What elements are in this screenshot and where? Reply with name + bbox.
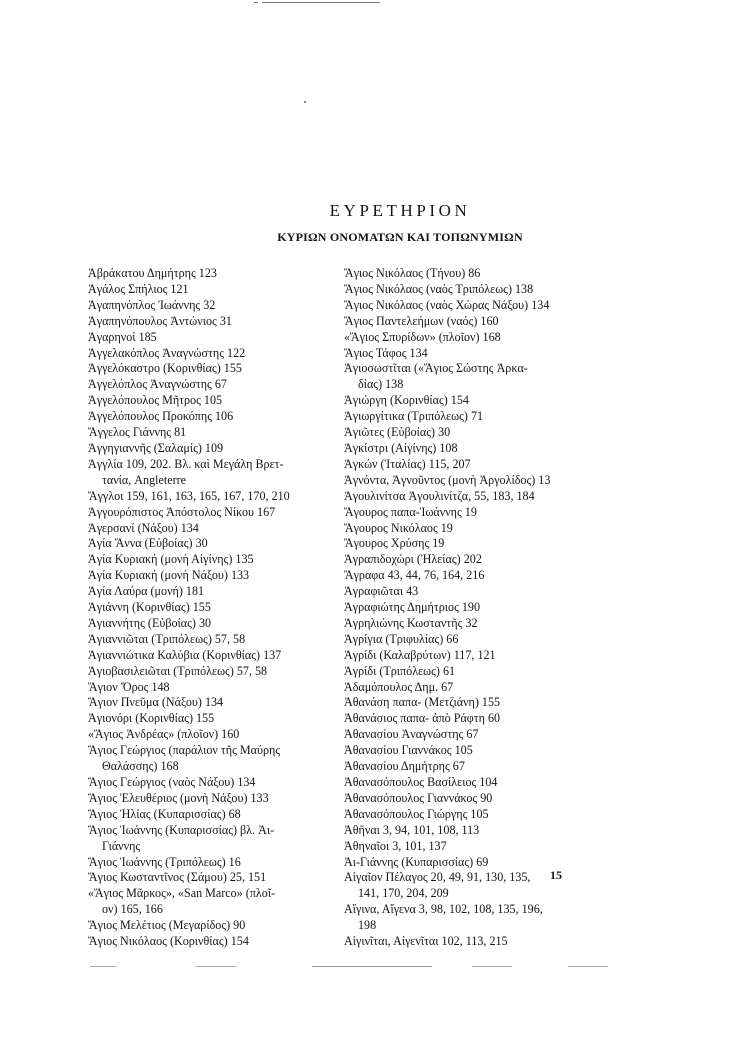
index-entry: Ἅγιος Νικόλαος (ναὸς Τριπόλεως) 138: [344, 281, 534, 296]
index-entry: Ἀθανασίου Δημήτρης 67: [344, 759, 465, 774]
index-entry: Ἀθηναῖοι 3, 101, 137: [344, 838, 447, 853]
index-entry-continuation: τανία, Angleterre: [102, 472, 187, 487]
index-entry: Ἄγουρος Χρύσης 19: [344, 536, 445, 551]
index-entry: Ἅγιον Ὄρος 148: [88, 679, 170, 694]
index-entry: Ἅγιος Ἰωάννης (Τριπόλεως) 16: [88, 854, 241, 869]
index-entry: Ἀγρηλιώνης Κωσταντῆς 32: [344, 615, 478, 630]
index-entry: Ἁγία Λαύρα (μονή) 181: [88, 584, 205, 599]
index-right-column: [344, 266, 606, 950]
index-entry: Ἀγραφιώτης Δημήτριος 190: [344, 600, 481, 615]
index-entry: Ἀβράκατου Δημήτρης 123: [88, 266, 217, 280]
index-entry: Ἀγιώργη (Κορινθίας) 154: [344, 393, 469, 408]
index-entry: Ἅγιος Γεώργιος (παράλιον τῆς Μαύρης: [88, 743, 281, 758]
index-entry: Ἀθῆναι 3, 94, 101, 108, 113: [344, 822, 480, 837]
index-entry: Ἄγουρος Νικόλαος 19: [344, 520, 453, 535]
index-entry: Ἀγγελόπουλος Προκόπης 106: [88, 409, 234, 424]
page-title: ΕΥΡΕΤΗΡΙΟΝ: [329, 201, 471, 220]
index-entry: Ἀγρίδι (Καλαβρύτων) 117, 121: [344, 647, 496, 662]
bottom-edge-rule-left: [90, 966, 116, 967]
bottom-edge-rule-right: [472, 966, 512, 967]
index-entry: Ἀγκίστρι (Αἰγίνης) 108: [344, 440, 458, 455]
index-entry: Ἀγαπηνόπλος Ἰωάννης 32: [88, 297, 216, 312]
index-entry: Ἅγιος Μελέτιος (Μεγαρίδος) 90: [88, 918, 246, 933]
index-entry: Ἀθανασίου Ἀναγνώστης 67: [344, 727, 479, 742]
index-entry: Ἀγιαννήτης (Εὐβοίας) 30: [88, 615, 212, 630]
index-entry: Ἀγκών (Ἰταλίας) 115, 207: [344, 456, 471, 471]
index-entry: Ἅγιος Νικόλαος (ναὸς Χώρας Νάξου) 134: [344, 297, 550, 312]
page-subtitle: ΚΥΡΙΩΝ ΟΝΟΜΑΤΩΝ ΚΑΙ ΤΟΠΩΝΥΜΙΩΝ: [277, 230, 523, 244]
index-entry: Ἄγγελος Γιάννης 81: [88, 425, 187, 440]
index-entry: Ἀθανασίου Γιαννάκος 105: [344, 743, 473, 758]
index-entry: Ἀγιονόρι (Κορινθίας) 155: [88, 711, 215, 726]
index-entry: Ἅγιος Νικόλαος (Τήνου) 86: [344, 266, 481, 280]
index-entry: Αἴγινα, Αἴγενα 3, 98, 102, 108, 135, 196,: [344, 902, 543, 917]
index-entry: Ἀγραπιδοχώρι (Ἠλείας) 202: [344, 552, 482, 567]
bottom-edge-rule-far-right: [568, 966, 608, 967]
index-entry: Αἰγαῖον Πέλαγος 20, 49, 91, 130, 135,: [344, 870, 531, 885]
index-entry: Ἀγουλινίτσα Ἀγουλινίτζα, 55, 183, 184: [344, 488, 535, 503]
index-left-column: [88, 266, 333, 950]
top-edge-rule: [262, 2, 380, 3]
index-entry: «Ἅγιος Ἀνδρέας» (πλοῖον) 160: [88, 727, 240, 742]
index-entry: Ἀγιάννη (Κορινθίας) 155: [88, 600, 211, 615]
index-entry: Ἀγγελακόπλος Ἀναγνώστης 122: [88, 345, 246, 360]
index-entry-continuation: 198: [358, 918, 377, 933]
index-entry: Ἀθανασόπουλος Γιαννάκος 90: [344, 790, 493, 805]
index-entry: Ἀγιαννιώτικα Καλύβια (Κορινθίας) 137: [88, 647, 282, 662]
index-entry: Ἅγιος Νικόλαος (Κορινθίας) 154: [88, 934, 249, 949]
index-entry: Ἀι-Γιάννης (Κυπαρισσίας) 69: [344, 854, 489, 869]
bottom-edge-rule-mid: [196, 966, 236, 967]
index-entry-continuation: ον) 165, 166: [102, 902, 163, 917]
index-entry: Ἀγγουρόπιστος Ἀπόστολος Νίκου 167: [88, 504, 276, 519]
index-entry: Ἀγιαννιῶται (Τριπόλεως) 57, 58: [88, 631, 246, 646]
index-entry: Ἀγάλος Σπήλιος 121: [88, 281, 189, 296]
index-entry: Ἀγραφιῶται 43: [344, 584, 419, 599]
index-entry: Ἀγαπηνόπουλος Ἀντώνιος 31: [88, 313, 232, 328]
index-entry: Ἅγιος Ἐλευθέριος (μονὴ Νάξου) 133: [88, 790, 269, 805]
index-entry: Ἀθανασόπουλος Γιώργης 105: [344, 806, 489, 821]
index-entry: Ἀγαρηνοί 185: [88, 329, 157, 344]
index-entry: Ἀγγελόκαστρο (Κορινθίας) 155: [88, 361, 242, 376]
index-entry: Ἀθανασόπουλος Βασίλειος 104: [344, 775, 498, 789]
index-entry: Ἅγιος Τάφος 134: [344, 345, 428, 360]
bottom-edge-rule-center: [312, 966, 432, 967]
index-entry: Ἀγγλία 109, 202. Βλ. καὶ Μεγάλη Βρετ-: [88, 456, 284, 471]
index-entry-continuation: δίας) 138: [358, 377, 404, 392]
index-entry: Ἅγιος Κωσταντῖνος (Σάμου) 25, 151: [88, 870, 267, 885]
index-entry: Ἁγία Κυριακή (μονὴ Αἰγίνης) 135: [88, 552, 254, 567]
index-entry: «Ἅγιος Μᾶρκος», «San Marco» (πλοῖ-: [88, 886, 276, 901]
index-entry: Ἀγνόντα, Ἀγνοῦντος (μονὴ Ἀργολίδος) 13: [344, 472, 551, 487]
index-entry: Ἁγία Ἄννα (Εὐβοίας) 30: [88, 536, 208, 551]
index-entry: Ἁγία Κυριακή (μονὴ Νάξου) 133: [88, 568, 250, 583]
index-entry-continuation: 141, 170, 204, 209: [358, 886, 449, 901]
index-entry: Ἀγερσανί (Νάξου) 134: [88, 520, 199, 535]
page-number: 15: [550, 868, 562, 882]
index-entry: Ἀγγηγιαννῆς (Σαλαμίς) 109: [88, 440, 224, 455]
index-entry: Ἅγιος Γεώργιος (ναὸς Νάξου) 134: [88, 775, 256, 789]
index-entry: «Ἅγιος Σπυρίδων» (πλοῖον) 168: [344, 329, 501, 344]
index-entry: Ἀδαμόπουλος Δημ. 67: [344, 679, 454, 694]
index-entry: Ἀθανάσιος παπα- ἀπὸ Ράφτη 60: [344, 711, 501, 726]
index-entry: Ἅγιος Ἰωάννης (Κυπαρισσίας) βλ. Ἀι-: [88, 822, 275, 837]
index-entry: Ἅγιος Παντελεήμων (ναός) 160: [344, 313, 499, 328]
index-entry: Ἀγγελόπουλος Μῆτρος 105: [88, 393, 223, 408]
index-entry: Ἅγιον Πνεῦμα (Νάξου) 134: [88, 695, 224, 710]
top-edge-tick: [254, 2, 258, 3]
index-entry: Ἁγιοσωστῖται («Ἅγιος Σώστης Ἀρκα-: [344, 361, 528, 376]
index-entry: Ἅγιος Ἠλίας (Κυπαρισσίας) 68: [88, 806, 241, 821]
index-entry: Ἀγιοβασιλειῶται (Τριπόλεως) 57, 58: [88, 663, 268, 678]
page-speck: [304, 101, 306, 103]
index-entry: Ἀγιωργίτικα (Τριπόλεως) 71: [344, 409, 484, 424]
index-entry: Ἀθανάση παπα- (Μετζιάνη) 155: [344, 695, 501, 710]
index-entry: Ἄγγλοι 159, 161, 163, 165, 167, 170, 210: [88, 488, 290, 503]
index-entry: Ἄγραφα 43, 44, 76, 164, 216: [344, 568, 485, 583]
index-entry: Ἀγρίγια (Τριφυλίας) 66: [344, 631, 459, 646]
index-entry: Ἀγρίδι (Τριπόλεως) 61: [344, 663, 456, 678]
index-entry-continuation: Γιάννης: [102, 838, 141, 853]
index-entry: Ἀγγελόπλος Ἀναγνώστης 67: [88, 377, 227, 392]
index-entry: Αἰγινῖται, Αἰγενῖται 102, 113, 215: [344, 934, 508, 949]
index-entry: Ἀγιῶτες (Εὐβοίας) 30: [344, 425, 451, 440]
index-entry-continuation: Θαλάσσης) 168: [102, 759, 179, 774]
index-entry: Ἄγουρος παπα-Ἰωάννης 19: [344, 504, 477, 519]
